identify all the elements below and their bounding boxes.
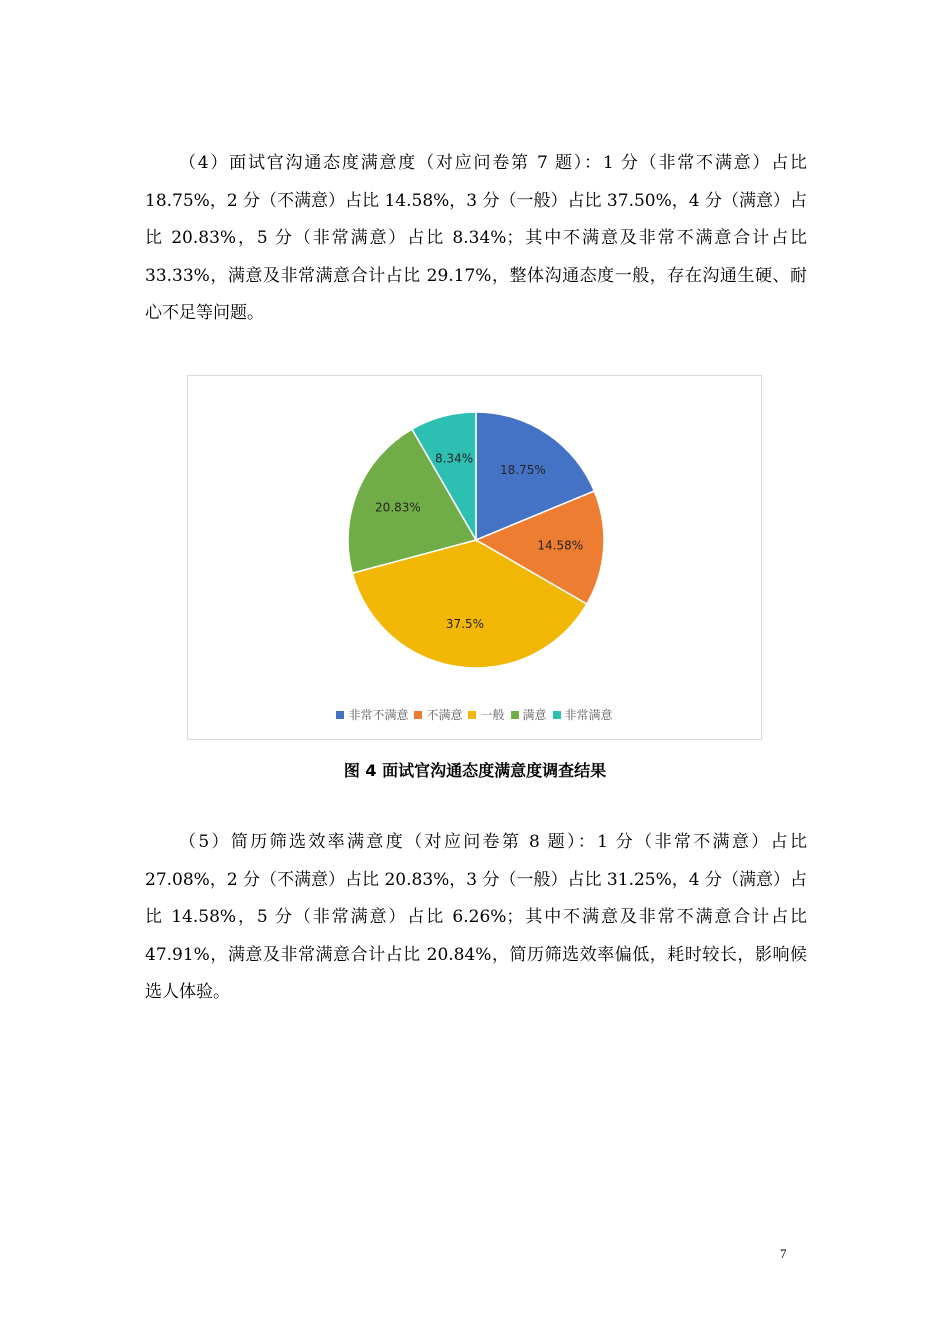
legend-label: 非常满意: [564, 708, 613, 722]
legend-swatch: [468, 711, 476, 719]
pie-data-label-1: 18.75%: [500, 462, 546, 477]
legend-item-1: [336, 706, 408, 723]
legend-swatch: [553, 711, 561, 719]
legend-item-2: [414, 706, 462, 723]
legend-item-3: [468, 706, 504, 723]
legend-item-5: [553, 706, 613, 723]
legend-label: 不满意: [426, 708, 463, 722]
pie-chart-frame: [187, 375, 762, 740]
legend-item-4: [511, 706, 547, 723]
legend-swatch: [414, 711, 422, 719]
legend-label: 满意: [522, 708, 547, 722]
pie-data-label-5: 8.34%: [435, 451, 474, 466]
legend-label: 非常不满意: [348, 708, 409, 722]
legend-swatch: [336, 711, 344, 719]
paragraph-interviewer-attitude: （4）面试官沟通态度满意度（对应问卷第 7 题）：1 分（非常不满意）占比 18.75%，2 分（不满意）占比 14.58%，3 分（一般）占比 37.50%，4 分（满意）占比 20.83%，5 分（非常满意）占比 8.34%；其中不满意及非常不满意合计占比 33.33%，满意及非常满意合计占比 29.17%，整体沟通态度一般，存在沟通生硬、耐心不足等问题。: [145, 153, 807, 323]
pie-data-label-3: 37.5%: [445, 616, 485, 631]
figure-caption: 图 4 面试官沟通态度满意度调查结果: [343, 761, 607, 780]
pie-data-label-2: 14.58%: [537, 538, 584, 553]
legend-label: 一般: [480, 708, 505, 722]
pie-data-label-4: 20.83%: [375, 500, 421, 515]
paragraph-resume-screening: （5）简历筛选效率满意度（对应问卷第 8 题）：1 分（非常不满意）占比 27.08%，2 分（不满意）占比 20.83%，3 分（一般）占比 31.25%，4 分（满意）占比 14.58%，5 分（非常满意）占比 6.26%；其中不满意及非常不满意合计占比 47.91%，满意及非常满意合计占比 20.84%，简历筛选效率偏低，耗时较长，影响候选人体验。: [145, 832, 807, 1002]
legend-swatch: [511, 711, 519, 719]
pie-chart: [188, 376, 763, 741]
page-number: 7: [780, 1246, 787, 1261]
chart-legend: [188, 706, 761, 723]
